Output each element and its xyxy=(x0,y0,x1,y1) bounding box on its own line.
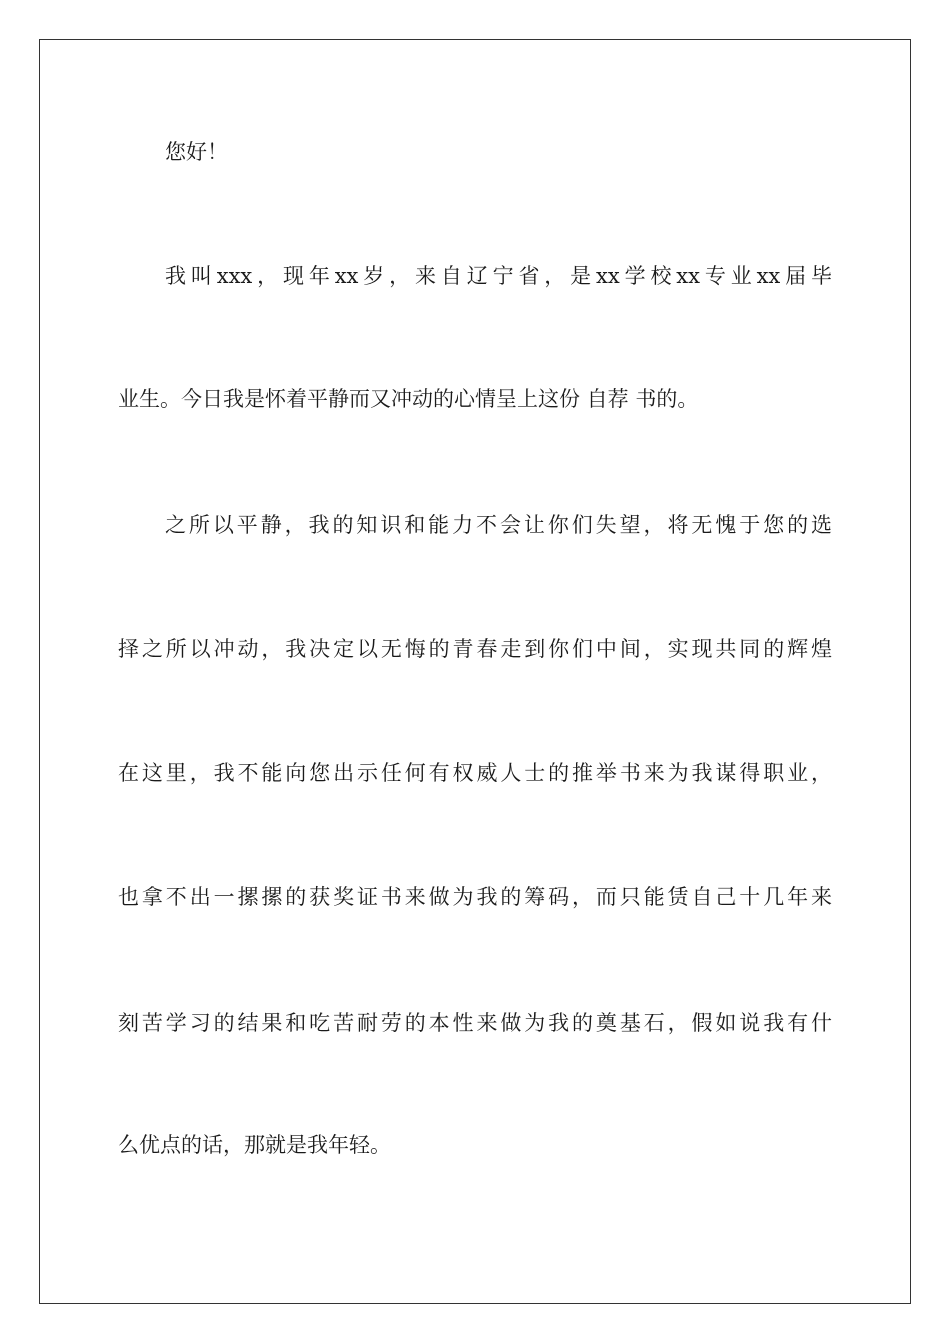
body-line-5: 在这里，我不能向您出示任何有权威人士的推举书来为我谋得职业， xyxy=(118,761,832,785)
body-line-7: 刻苦学习的结果和吃苦耐劳的本性来做为我的奠基石，假如说我有什 xyxy=(118,1011,832,1035)
body-line-4: 择之所以冲动，我决定以无悔的青春走到你们中间，实现共同的辉煌 xyxy=(118,637,832,661)
body-line-1: 我叫xxx，现年xx岁，来自辽宁省，是xx学校xx专业xx届毕 xyxy=(165,264,832,288)
body-line-3: 之所以平静，我的知识和能力不会让你们失望，将无愧于您的选 xyxy=(165,513,832,537)
body-line-6: 也拿不出一摞摞的获奖证书来做为我的筹码，而只能赁自己十几年来 xyxy=(118,885,832,909)
body-line-2: 业生。今日我是怀着平静而又冲动的心情呈上这份 自荐 书的。 xyxy=(118,387,699,411)
body-line-8: 么优点的话，那就是我年轻。 xyxy=(118,1133,391,1157)
greeting-line: 您好！ xyxy=(165,140,228,164)
page-border xyxy=(39,39,911,1304)
